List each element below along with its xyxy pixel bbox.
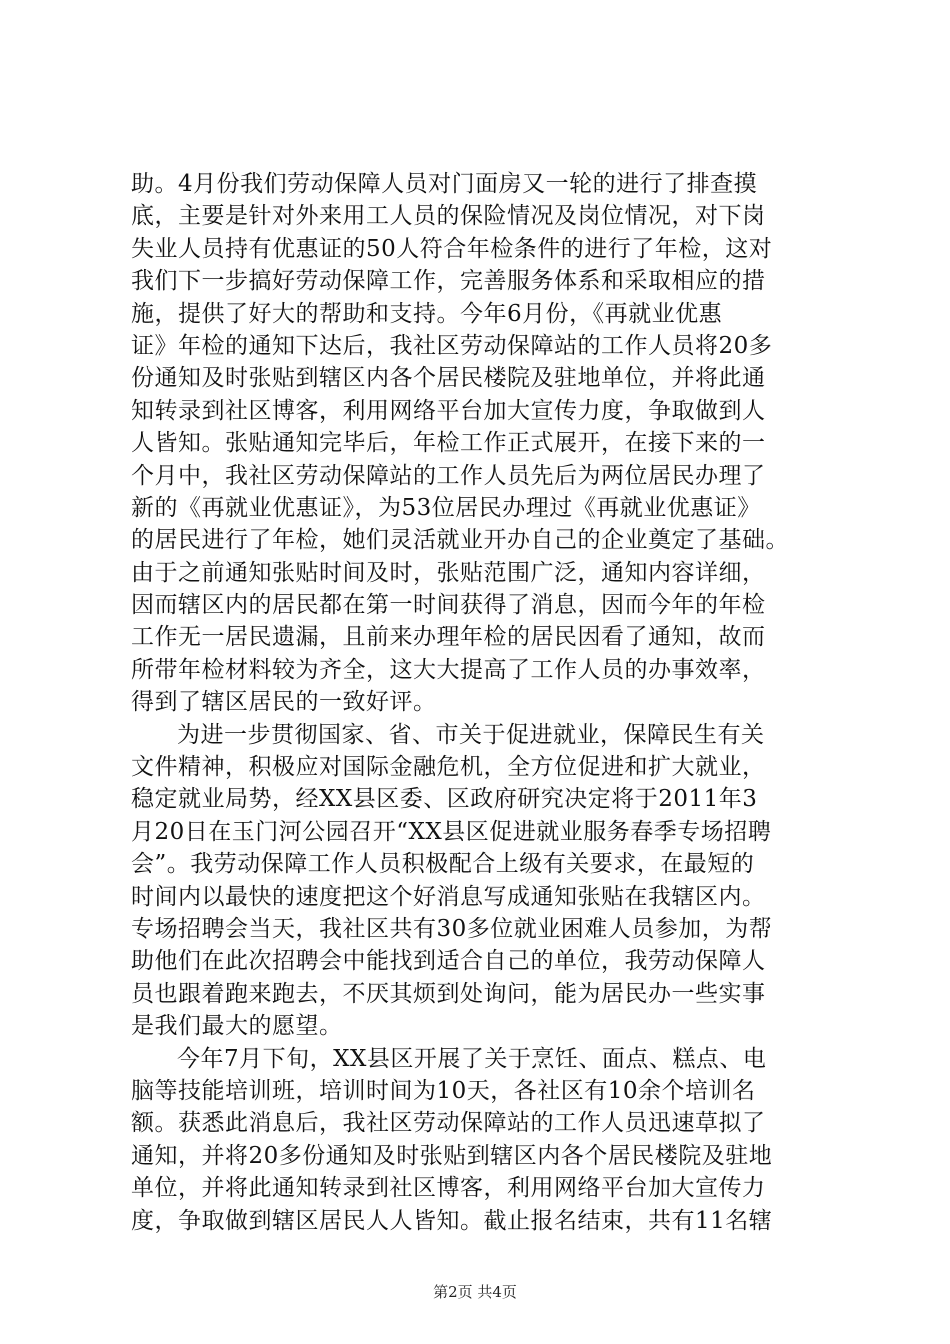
text-line: 因而辖区内的居民都在第一时间获得了消息，因而今年的年检 [131, 592, 766, 619]
text-line: 得到了辖区居民的一致好评。 [131, 689, 437, 716]
text-line: 时间内以最快的速度把这个好消息写成通知张贴在我辖区内。 [131, 883, 766, 910]
text-line: 额。获悉此消息后，我社区劳动保障站的工作人员迅速草拟了 [131, 1110, 766, 1137]
text-line: 脑等技能培训班，培训时间为10天，各社区有10余个培训名 [131, 1077, 756, 1104]
text-line: 新的《再就业优惠证》，为53位居民办理过《再就业优惠证》 [131, 494, 761, 521]
text-line: 证》年检的通知下达后，我社区劳动保障站的工作人员将20多 [131, 332, 773, 359]
text-line: 通知，并将20多份通知及时张贴到辖区内各个居民楼院及驻地 [131, 1142, 773, 1169]
text-line: 文件精神，积极应对国际金融危机，全方位促进和扩大就业， [131, 754, 766, 781]
text-line: 会”。我劳动保障工作人员积极配合上级有关要求，在最短的 [131, 851, 755, 878]
text-line: 为进一步贯彻国家、省、市关于促进就业，保障民生有关 [177, 721, 765, 748]
text-line: 人皆知。张贴通知完毕后，年检工作正式展开，在接下来的一 [131, 430, 766, 457]
text-line: 是我们最大的愿望。 [131, 1013, 343, 1040]
document-body [131, 168, 831, 1237]
text-line: 今年7月下旬，XX县区开展了关于烹饪、面点、糕点、电 [177, 1045, 767, 1072]
text-line: 助他们在此次招聘会中能找到适合自己的单位，我劳动保障人 [131, 948, 766, 975]
text-line: 施，提供了好大的帮助和支持。今年6月份，《再就业优惠 [131, 300, 723, 327]
text-line: 工作无一居民遗漏，且前来办理年检的居民因看了通知，故而 [131, 624, 766, 651]
text-line: 由于之前通知张贴时间及时，张贴范围广泛，通知内容详细， [131, 559, 766, 586]
text-line: 专场招聘会当天，我社区共有30多位就业困难人员参加，为帮 [131, 915, 773, 942]
text-line: 助。4月份我们劳动保障人员对门面房又一轮的进行了排查摸 [131, 171, 758, 197]
text-line: 所带年检材料较为齐全，这大大提高了工作人员的办事效率， [131, 656, 766, 683]
page-number-footer: 第2页 共4页 [433, 1283, 517, 1301]
text-line: 底，主要是针对外来用工人员的保险情况及岗位情况，对下岗 [131, 203, 766, 230]
paragraph [131, 1043, 831, 1237]
text-line: 度，争取做到辖区居民人人皆知。截止报名结束，共有11名辖 [131, 1207, 773, 1234]
text-line: 的居民进行了年检，她们灵活就业开办自己的企业奠定了基础。 [131, 527, 789, 554]
text-line: 月20日在玉门河公园召开“XX县区促进就业服务春季专场招聘 [131, 818, 772, 845]
text-line: 单位，并将此通知转录到社区博客，利用网络平台加大宣传力 [131, 1175, 766, 1202]
paragraph [131, 168, 831, 719]
text-line: 我们下一步搞好劳动保障工作，完善服务体系和采取相应的措 [131, 268, 766, 295]
text-line: 知转录到社区博客，利用网络平台加大宣传力度，争取做到人 [131, 397, 766, 424]
text-line: 失业人员持有优惠证的50人符合年检条件的进行了年检，这对 [131, 235, 773, 262]
paragraph [131, 719, 831, 1043]
text-line: 员也跟着跑来跑去，不厌其烦到处询问，能为居民办一些实事 [131, 980, 766, 1007]
text-line: 份通知及时张贴到辖区内各个居民楼院及驻地单位，并将此通 [131, 365, 766, 392]
text-line: 个月中，我社区劳动保障站的工作人员先后为两位居民办理了 [131, 462, 766, 489]
text-line: 稳定就业局势，经XX县区委、区政府研究决定将于2011年3 [131, 786, 758, 813]
